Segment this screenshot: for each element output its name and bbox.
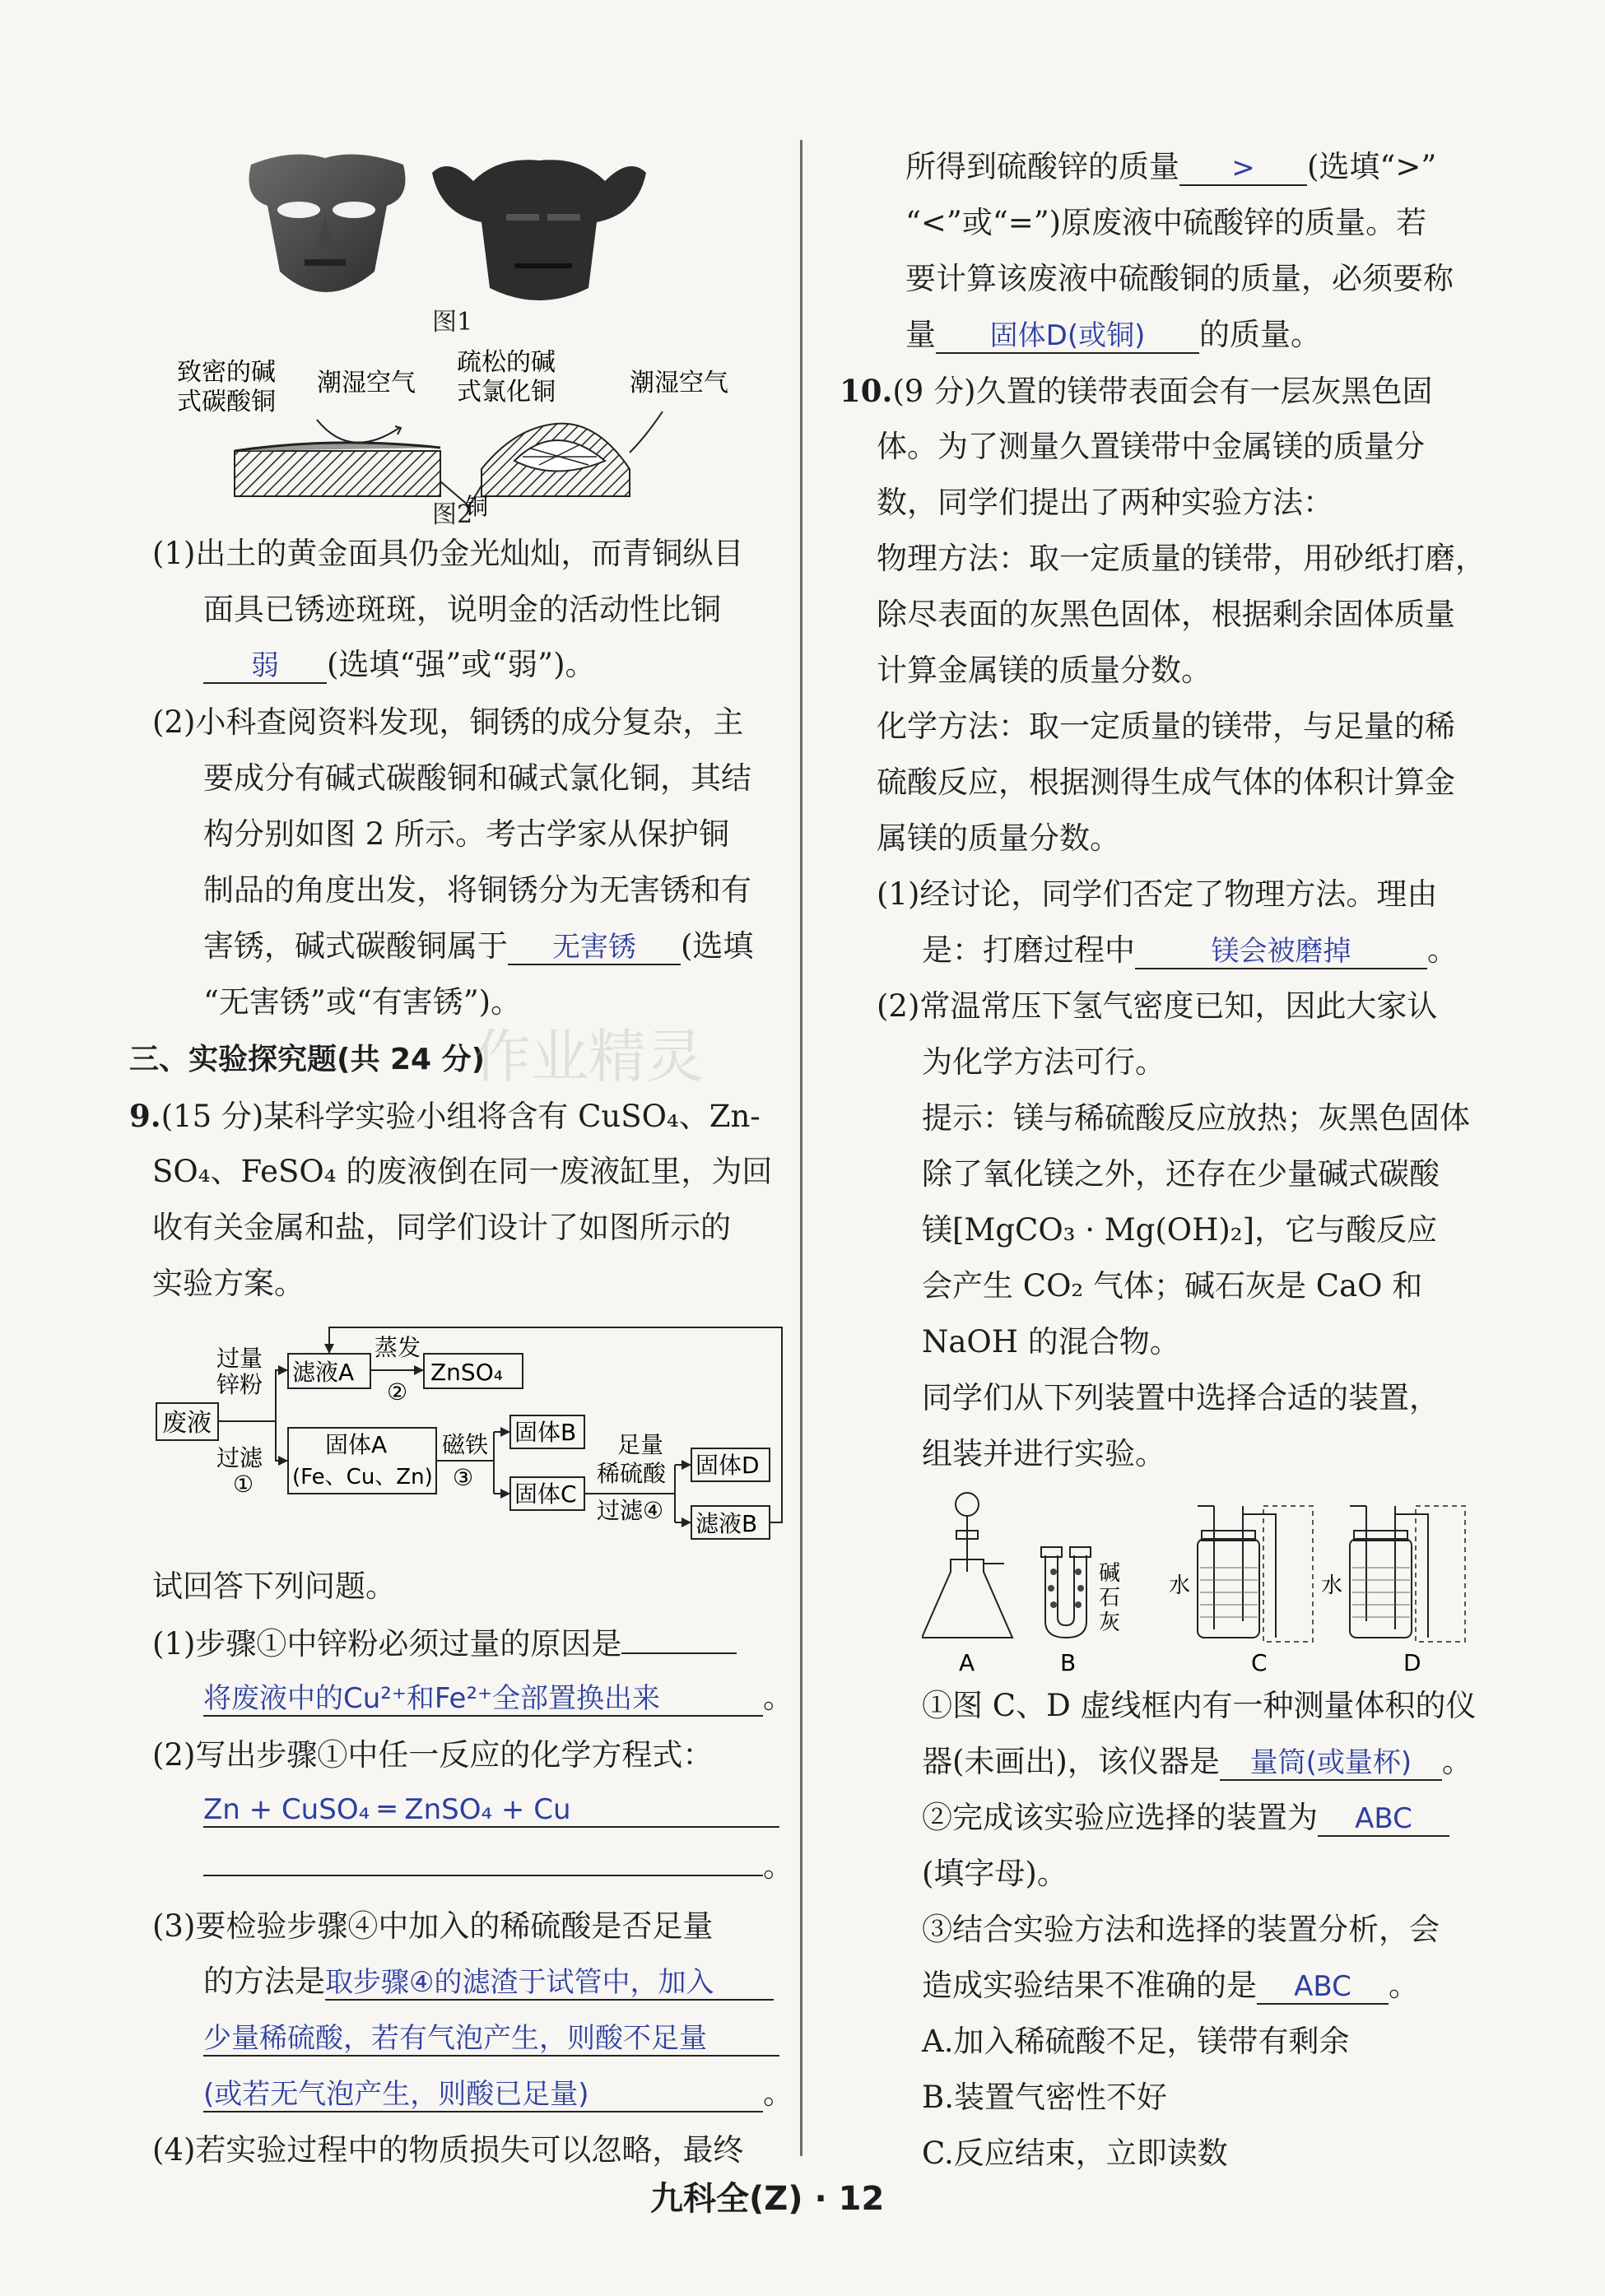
flow-waste: 废液 [162, 1409, 212, 1438]
app-label-c: C [1251, 1649, 1268, 1676]
flow-step3-num: ③ [453, 1464, 474, 1491]
label-loose-2: 式氯化铜 [457, 378, 556, 407]
flow-acid-2: 稀硫酸 [597, 1460, 667, 1487]
hint-line-2: 除了氧化镁之外，还存在少量碱式碳酸 [922, 1156, 1440, 1192]
figure-2-corrosion [169, 346, 761, 518]
q9-4-cont-tail: (选填“>” [1307, 149, 1437, 184]
flow-magnet: 磁铁 [442, 1431, 489, 1458]
app-label-b: B [1060, 1649, 1077, 1676]
section-3-heading: 三、实验探究题(共 24 分) [129, 1043, 486, 1076]
q9-4-cont-line-1 [905, 148, 1436, 186]
q9-4-cont-line-3: 要计算该废液中硫酸铜的质量，必须要称 [905, 261, 1454, 296]
option-b[interactable]: B.装置气密性不好 [922, 2080, 1167, 2115]
q10-number: 10. [840, 373, 893, 409]
q10-line-1 [840, 372, 1433, 411]
q9-3-pre: 的方法是 [203, 1964, 325, 1999]
s3-answer-blank[interactable]: ABC [1257, 1970, 1389, 2005]
q1-tail: (选填“强”或“弱”)。 [327, 647, 596, 682]
flow-filtrate-b: 滤液B [696, 1510, 758, 1537]
q9-1-period: 。 [763, 1680, 793, 1715]
chemical-method-1: 化学方法：取一定质量的镁带，与足量的稀 [877, 709, 1455, 744]
q9-line-3: 收有关金属和盐，同学们设计了如图所示的 [152, 1210, 731, 1245]
flow-acid-1: 足量 [617, 1431, 664, 1458]
q9-1-answer-line [203, 1679, 793, 1717]
flow-step4: 过滤④ [597, 1497, 664, 1524]
q2-answer-blank[interactable]: 无害锈 [508, 931, 681, 965]
q9-1-line [152, 1625, 737, 1663]
select-line-2: 组装并进行实验。 [922, 1436, 1165, 1471]
q1-line-2: 面具已锈迹斑斑，说明金的活动性比铜 [203, 592, 721, 627]
flow-solid-a-1: 固体A [325, 1431, 388, 1458]
option-a[interactable]: A.加入稀硫酸不足，镁带有剩余 [922, 2024, 1350, 2059]
flow-step1-c: 过滤 [216, 1444, 263, 1471]
intro-questions: 试回答下列问题。 [152, 1569, 396, 1604]
apparatus-diagram [922, 1490, 1498, 1679]
q9-line-4: 实验方案。 [152, 1266, 305, 1301]
s2-line-1 [922, 1799, 1449, 1837]
q10-2-line-2: 为化学方法可行。 [922, 1044, 1165, 1080]
label-moist-air-2: 潮湿空气 [630, 369, 728, 397]
q9-4-cont-line-4-tail: 的质量。 [1199, 317, 1321, 352]
q9-4-cont-line-2: “<”或“=”)原废液中硫酸锌的质量。若 [905, 205, 1427, 240]
flow-step1-b: 锌粉 [216, 1371, 263, 1398]
hint-line-4: 会产生 CO₂ 气体；碱石灰是 CaO 和 [922, 1268, 1423, 1304]
chemical-method-2: 硫酸反应，根据测得生成气体的体积计算金 [877, 765, 1455, 800]
q9-3-answer-blank-3[interactable]: (或若无气泡产生，则酸已足量) [203, 2078, 763, 2112]
q10-1-pre: 是：打磨过程中 [922, 932, 1135, 968]
option-c[interactable]: C.反应结束，立即读数 [922, 2136, 1228, 2171]
flow-znso4: ZnSO₄ [430, 1359, 503, 1386]
q9-2-second-blank[interactable] [203, 1875, 763, 1876]
flow-solid-d: 固体D [696, 1452, 760, 1479]
label-loose-1: 疏松的碱 [457, 348, 556, 377]
app-label-a: A [959, 1649, 975, 1676]
q9-3-line-4 [203, 2075, 793, 2112]
q2-line-6: “无害锈”或“有害锈”)。 [203, 984, 522, 1020]
q2-line-2: 要成分有碱式碳酸铜和碱式氯化铜，其结 [203, 760, 751, 796]
s3-period: 。 [1389, 1968, 1419, 2003]
s1-pre: 器(未画出)，该仪器是 [922, 1744, 1220, 1779]
s3-line-2 [922, 1967, 1419, 2005]
q9-3-line-1: (3)要检验步骤④中加入的稀硫酸是否足量 [152, 1908, 714, 1944]
label-dense-2: 式碳酸铜 [177, 388, 276, 416]
q9-4-cont-line-4 [905, 316, 1321, 354]
flow-filtrate-a: 滤液A [292, 1359, 355, 1386]
watermark: 作业精灵 [473, 1023, 704, 1090]
q10-1-period: 。 [1427, 932, 1458, 968]
q9-line-2: SO₄、FeSO₄ 的废液倒在同一废液缸里，为回 [152, 1154, 773, 1189]
q9-3-answer-blank-2[interactable]: 少量稀硫酸，若有气泡产生，则酸不足量 [203, 2022, 779, 2057]
flow-step1-num: ① [233, 1471, 254, 1498]
flow-evap: 蒸发 [374, 1334, 421, 1361]
q9-4-cont-pre: 所得到硫酸锌的质量 [905, 149, 1179, 184]
s3-pre: 造成实验结果不准确的是 [922, 1968, 1257, 2003]
s2-pre: ②完成该实验应选择的装置为 [922, 1800, 1318, 1835]
column-divider [800, 140, 802, 2156]
flow-step1-a: 过量 [216, 1345, 263, 1372]
physical-method-1: 物理方法：取一定质量的镁带，用砂纸打磨， [877, 541, 1486, 576]
q9-line-1-text: (15 分)某科学实验小组将含有 CuSO₄、Zn- [160, 1099, 761, 1134]
s1-line-2 [922, 1743, 1472, 1781]
label-copper: 铜 [465, 493, 489, 518]
figure-1-caption: 图1 [432, 308, 473, 337]
q9-line-1 [129, 1097, 761, 1136]
page-footer: 九科全(Z) · 12 [650, 2180, 885, 2218]
q10-1-line-2 [922, 932, 1458, 969]
q10-line-2: 体。为了测量久置镁带中金属镁的质量分 [877, 429, 1425, 464]
app-label-d: D [1403, 1649, 1421, 1676]
q2-line-4: 制品的角度出发，将铜锈分为无害锈和有 [203, 872, 751, 908]
q9-4-answer-blank-2[interactable]: 固体D(或铜) [936, 319, 1199, 354]
q1-line-1: (1)出土的黄金面具仍金光灿灿，而青铜纵目 [152, 536, 744, 571]
q2-line-1: (2)小科查阅资料发现，铜锈的成分复杂，主 [152, 704, 744, 740]
bronze-mask-image [432, 160, 646, 300]
s2-line-2: (填字母)。 [922, 1856, 1068, 1891]
q2-line-5-pre: 害锈，碱式碳酸铜属于 [203, 928, 508, 964]
q9-2-blank-line [203, 1847, 793, 1885]
q10-1-line-1: (1)经讨论，同学们否定了物理方法。理由 [877, 876, 1438, 912]
flow-solid-b: 固体B [514, 1419, 577, 1446]
q9-3-line-2 [203, 1963, 774, 2001]
q9-2-answer-line [203, 1790, 779, 1828]
hint-line-1: 提示：镁与稀硫酸反应放热；灰黑色固体 [922, 1100, 1470, 1136]
flow-solid-c: 固体C [514, 1480, 577, 1508]
q9-4-line-1: (4)若实验过程中的物质损失可以忽略，最终 [152, 2132, 744, 2168]
hint-line-3: 镁[MgCO₃ · Mg(OH)₂]，它与酸反应 [922, 1212, 1438, 1248]
s1-answer-blank[interactable]: 量筒(或量杯) [1220, 1746, 1442, 1781]
q2-line-5-tail: (选填 [681, 928, 754, 964]
q1-answer-blank[interactable]: 弱 [203, 649, 327, 684]
q9-1-blank-start[interactable] [621, 1652, 737, 1654]
label-moist-air-1: 潮湿空气 [317, 369, 416, 397]
q10-line-3: 数，同学们提出了两种实验方法： [877, 485, 1333, 520]
q10-1-answer-blank[interactable]: 镁会被磨掉 [1135, 935, 1427, 969]
q9-number: 9. [129, 1098, 161, 1134]
figure-1-masks [235, 148, 663, 309]
physical-method-3: 计算金属镁的质量分数。 [877, 653, 1212, 688]
hint-line-5: NaOH 的混合物。 [922, 1324, 1180, 1359]
app-lime-label: 碱石灰 [1099, 1561, 1121, 1635]
q2-line-5 [203, 927, 753, 965]
q9-2-period: 。 [763, 1848, 793, 1884]
q9-3-period: 。 [763, 2075, 793, 2111]
q10-line-1-text: (9 分)久置的镁带表面会有一层灰黑色固 [892, 374, 1433, 409]
q1-line-3 [203, 646, 596, 684]
flowchart [152, 1321, 786, 1543]
q2-line-3: 构分别如图 2 所示。考古学家从保护铜 [203, 816, 730, 852]
q10-2-line-1: (2)常温常压下氢气密度已知，因此大家认 [877, 988, 1438, 1024]
flow-solid-a-2: (Fe、Cu、Zn) [292, 1465, 433, 1490]
chemical-method-3: 属镁的质量分数。 [877, 820, 1120, 856]
q9-1-text: (1)步骤①中锌粉必须过量的原因是 [152, 1626, 622, 1662]
q9-4-cont-line-4-pre: 量 [905, 317, 936, 352]
flow-step2-num: ② [387, 1378, 408, 1406]
figure-2-caption: 图2 [432, 500, 473, 529]
select-line-1: 同学们从下列装置中选择合适的装置， [922, 1380, 1440, 1415]
label-dense-1: 致密的碱 [177, 358, 276, 387]
app-water-d: 水 [1321, 1573, 1343, 1598]
q9-3-answer-blank-1[interactable]: 取步骤④的滤渣于试管中，加入 [325, 1966, 774, 2001]
q9-2-line: (2)写出步骤①中任一反应的化学方程式： [152, 1737, 714, 1773]
app-water-c: 水 [1169, 1573, 1191, 1598]
s1-line-1: ①图 C、D 虚线框内有一种测量体积的仪 [922, 1688, 1477, 1723]
q9-1-answer-blank[interactable]: 将废液中的Cu²⁺和Fe²⁺全部置换出来 [203, 1682, 763, 1717]
s1-period: 。 [1441, 1744, 1472, 1779]
physical-method-2: 除尽表面的灰黑色固体，根据剩余固体质量 [877, 597, 1455, 632]
s3-line-1: ③结合实验方法和选择的装置分析，会 [922, 1912, 1440, 1947]
q9-4-answer-blank-1[interactable]: > [1179, 151, 1307, 186]
s2-answer-blank[interactable]: ABC [1318, 1802, 1449, 1837]
q9-3-line-3 [203, 2019, 779, 2057]
q9-2-answer-blank[interactable]: Zn + CuSO₄ ═ ZnSO₄ + Cu [203, 1793, 779, 1828]
